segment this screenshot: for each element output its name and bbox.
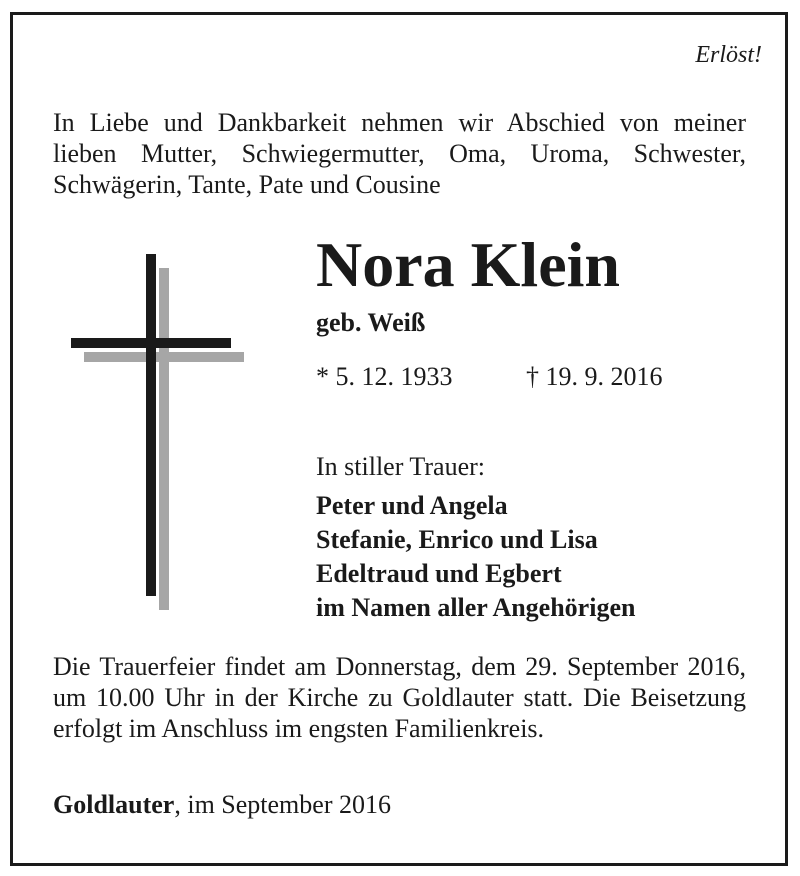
life-dates: [316, 362, 736, 396]
mourners-list: [316, 489, 635, 625]
cross-vertical: [146, 254, 156, 596]
mourning-intro: In stiller Trauer:: [316, 452, 485, 481]
intro-text: In Liebe und Dankbarkeit nehmen wir Abschied von meiner lieben Mutter, Schwiegermutter, Oma, Uroma, Schwester, Schwägerin, Tante, Pate und Cousine: [53, 108, 746, 199]
motto: Erlöst!: [695, 42, 762, 68]
cross-icon: [68, 252, 248, 614]
cross-horizontal: [71, 338, 231, 348]
funeral-details: Die Trauerfeier findet am Donnerstag, dem 29. September 2016, um 10.00 Uhr in der Kirche zu Goldlauter statt. Die Beisetzung erfolgt im Anschluss im engsten Familienkreis.: [53, 652, 746, 743]
mourner-line: Stefanie, Enrico und Lisa: [316, 525, 598, 554]
cross-shadow-vertical: [159, 268, 169, 610]
mourner-line: Peter und Angela: [316, 491, 508, 520]
cross-shadow-horizontal: [84, 352, 244, 362]
mourner-line: Edeltraud und Egbert: [316, 559, 562, 588]
mourner-line: im Namen aller Angehörigen: [316, 593, 636, 622]
birth-name: geb. Weiß: [316, 308, 426, 337]
deceased-name: Nora Klein: [316, 229, 620, 300]
date-line: , im September 2016: [174, 790, 391, 819]
birth-date: * 5. 12. 1933: [316, 362, 453, 391]
death-date: † 19. 9. 2016: [526, 362, 663, 391]
place: Goldlauter: [53, 790, 175, 819]
place-date-line: [53, 790, 391, 820]
